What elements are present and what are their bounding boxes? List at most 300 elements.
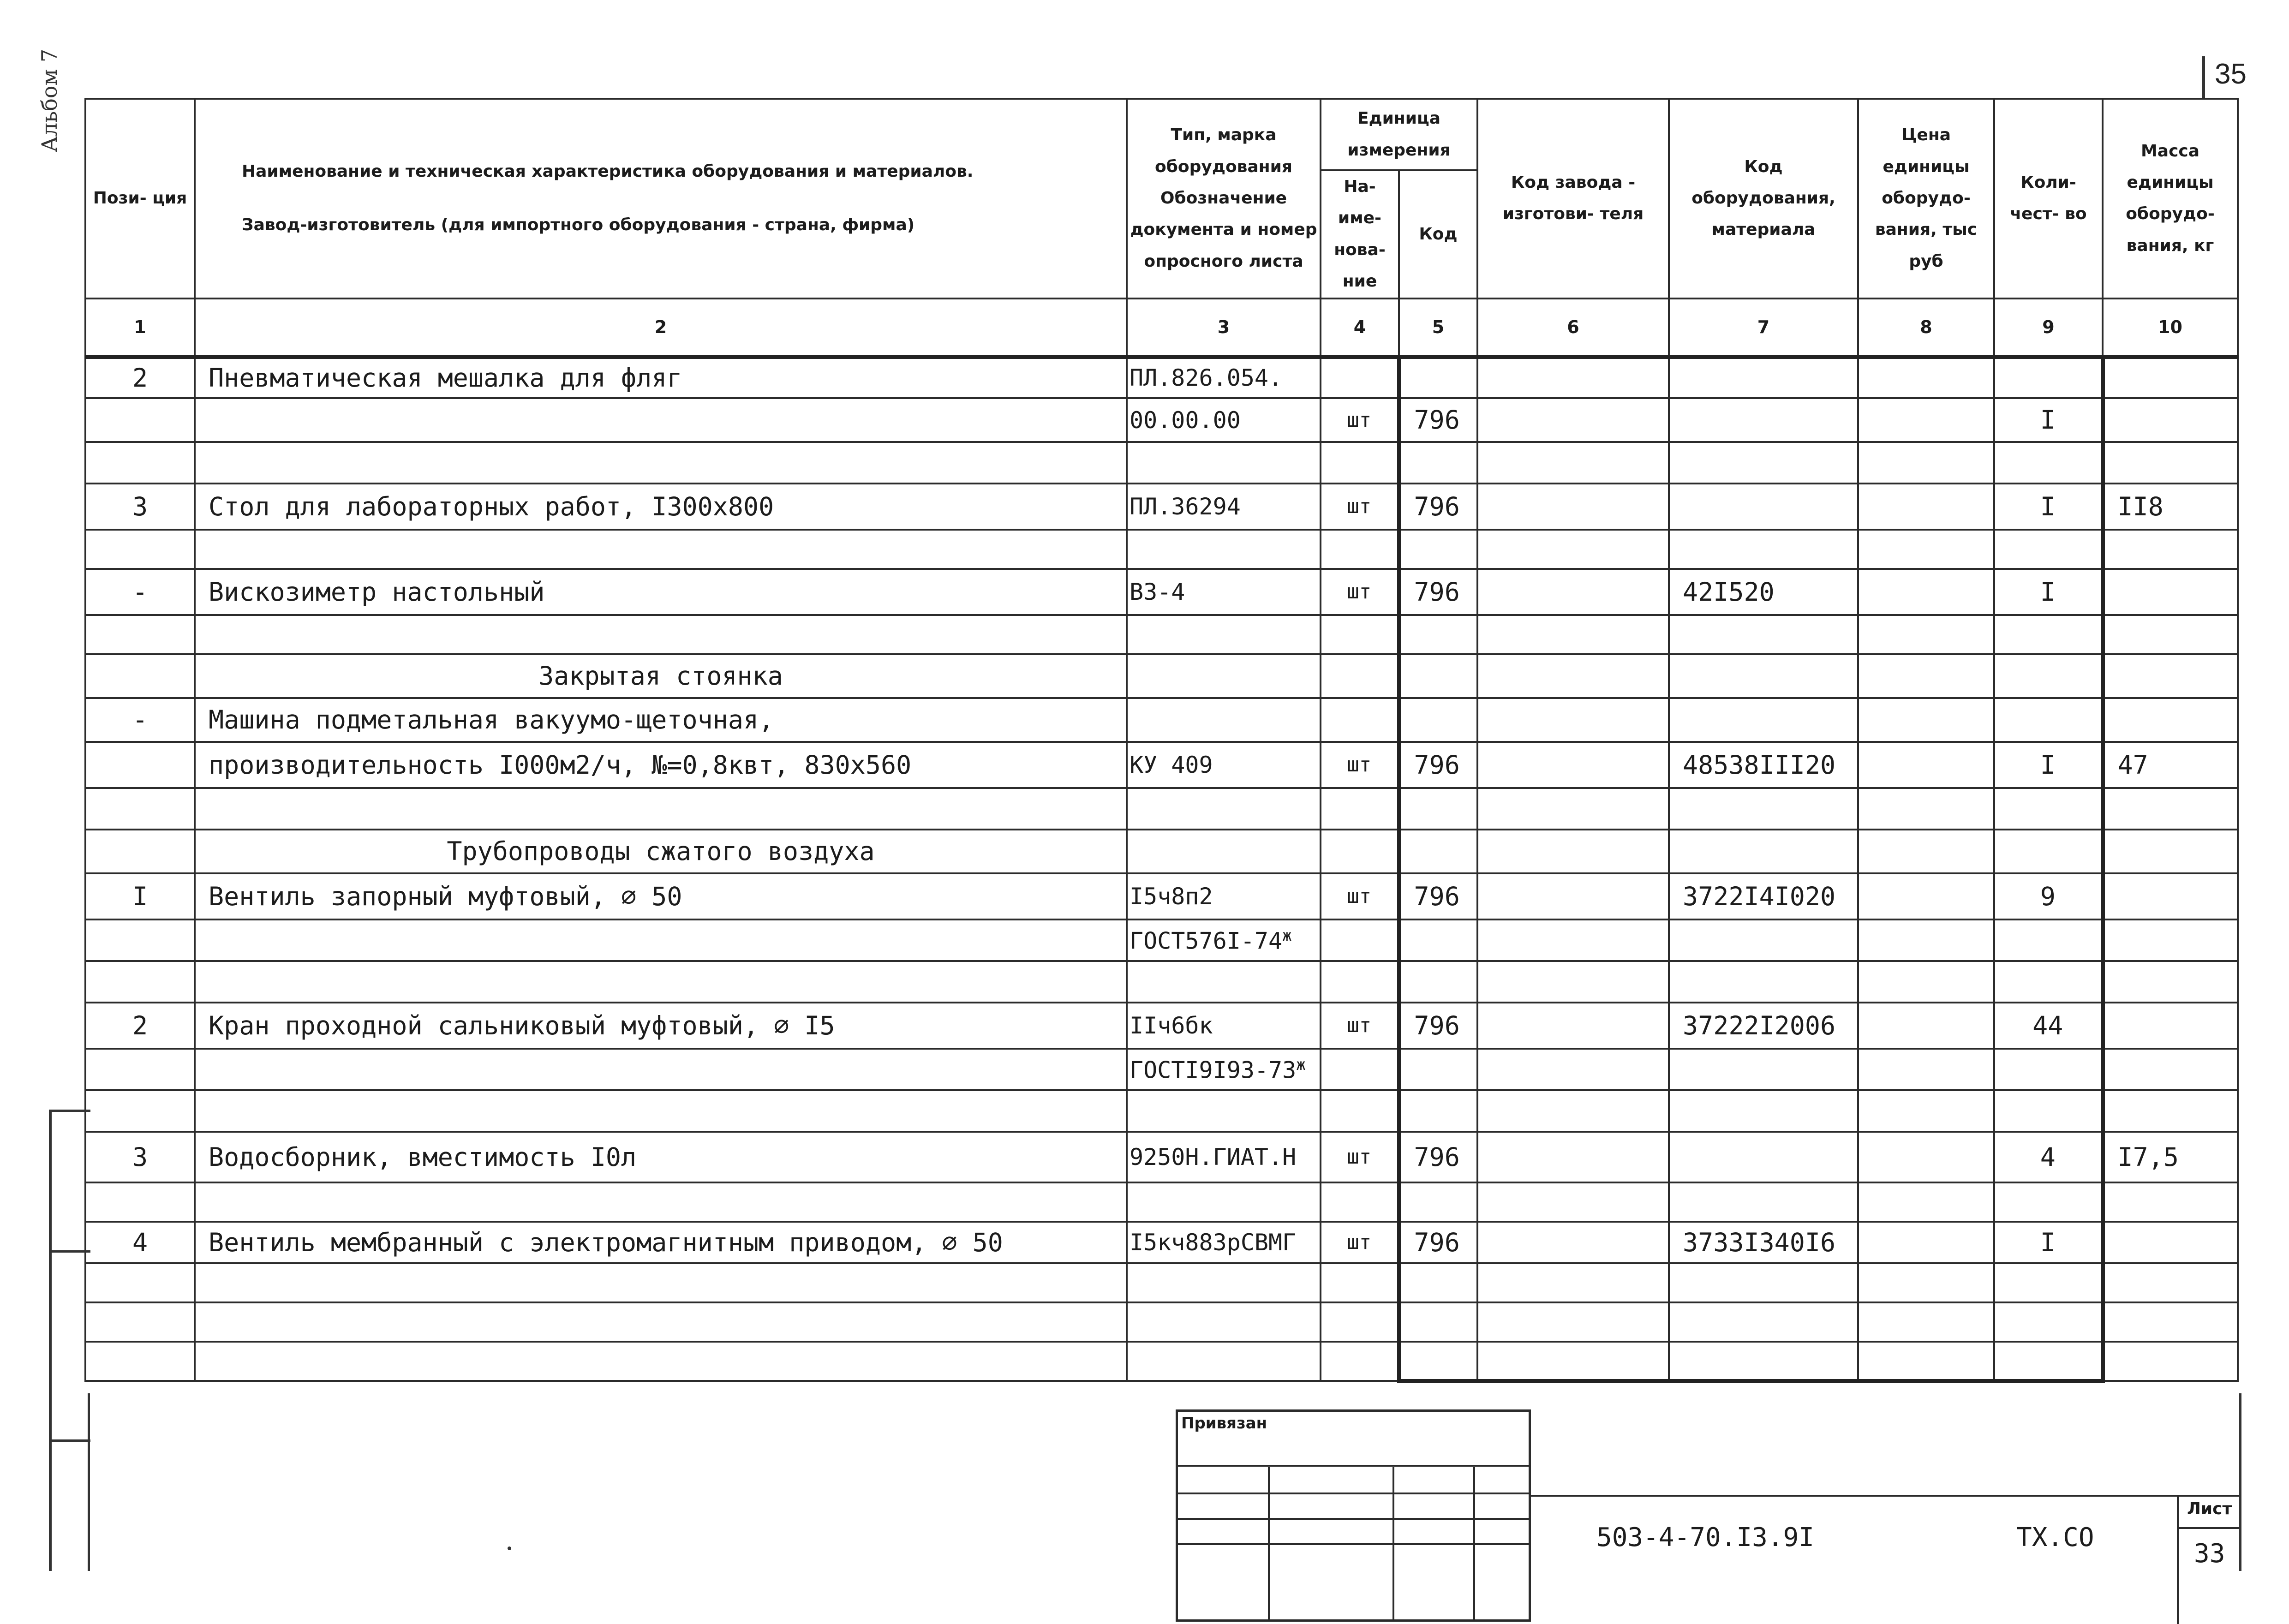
row-factory-code — [1477, 484, 1669, 530]
table-row — [85, 1090, 2238, 1132]
row-unit-code — [1399, 961, 1477, 1003]
section-heading: Трубопроводы сжатого воздуха — [195, 830, 1127, 873]
row-type: IIч6бк — [1127, 1003, 1321, 1049]
row-position — [85, 961, 195, 1003]
table-row — [85, 569, 2238, 615]
row-factory-code — [1477, 442, 1669, 484]
row-unit-code — [1399, 615, 1477, 654]
row-price — [1858, 919, 1994, 961]
row-price — [1858, 961, 1994, 1003]
row-equipment-code — [1669, 1302, 1858, 1342]
empty-cell — [1994, 654, 2103, 698]
row-unit-name — [1321, 530, 1399, 569]
sheet-number: 33 — [2194, 1539, 2225, 1569]
row-position: 3 — [85, 484, 195, 530]
row-unit-code — [1399, 698, 1477, 742]
row-mass — [2103, 1342, 2238, 1381]
row-type — [1127, 1049, 1321, 1090]
row-equipment-code — [1669, 1090, 1858, 1132]
document-number: 503-4-70.I3.9I — [1596, 1522, 1815, 1552]
table-row — [85, 698, 2238, 742]
row-factory-code — [1477, 569, 1669, 615]
row-factory-code — [1477, 1182, 1669, 1222]
empty-cell — [2103, 654, 2238, 698]
row-factory-code — [1477, 1342, 1669, 1381]
row-quantity — [1994, 357, 2103, 398]
row-equipment-code — [1669, 615, 1858, 654]
row-unit-code — [1399, 1049, 1477, 1090]
row-type — [1127, 1342, 1321, 1381]
empty-cell — [1669, 830, 1858, 873]
row-type — [1127, 1090, 1321, 1132]
row-price — [1858, 1222, 1994, 1263]
row-factory-code — [1477, 1302, 1669, 1342]
table-row — [85, 1302, 2238, 1342]
row-position — [85, 398, 195, 442]
row-factory-code — [1477, 1049, 1669, 1090]
row-unit-code: 796 — [1399, 1222, 1477, 1263]
table-row — [85, 1342, 2238, 1381]
row-unit-code — [1399, 1263, 1477, 1302]
row-type — [1127, 1302, 1321, 1342]
empty-cell — [1477, 654, 1669, 698]
row-quantity — [1994, 1263, 2103, 1302]
specification-table — [84, 98, 2239, 1383]
row-unit-name — [1321, 961, 1399, 1003]
sheet-box-line — [2177, 1527, 2239, 1529]
row-quantity — [1994, 442, 2103, 484]
row-quantity: I — [1994, 484, 2103, 530]
row-mass: 47 — [2103, 742, 2238, 788]
empty-cell — [2103, 830, 2238, 873]
row-name — [195, 615, 1127, 654]
row-mass — [2103, 698, 2238, 742]
row-equipment-code — [1669, 1182, 1858, 1222]
row-quantity — [1994, 530, 2103, 569]
empty-cell — [1669, 654, 1858, 698]
row-type: I5кч883рСВМГ — [1127, 1222, 1321, 1263]
row-mass — [2103, 919, 2238, 961]
row-position — [85, 919, 195, 961]
row-position — [85, 615, 195, 654]
empty-cell — [1858, 830, 1994, 873]
table-row — [85, 1222, 2238, 1263]
row-mass — [2103, 788, 2238, 830]
empty-cell — [1994, 830, 2103, 873]
row-unit-code — [1399, 1302, 1477, 1342]
row-mass: II8 — [2103, 484, 2238, 530]
row-factory-code — [1477, 1263, 1669, 1302]
column-number: 1 — [85, 299, 195, 357]
row-quantity — [1994, 615, 2103, 654]
row-unit-code — [1399, 1342, 1477, 1381]
table-row — [85, 442, 2238, 484]
row-mass: I7,5 — [2103, 1132, 2238, 1182]
row-unit-code: 796 — [1399, 398, 1477, 442]
row-factory-code — [1477, 788, 1669, 830]
row-equipment-code — [1669, 1263, 1858, 1302]
row-unit-name: шт — [1321, 1003, 1399, 1049]
row-price — [1858, 1182, 1994, 1222]
row-name — [195, 530, 1127, 569]
document-mark: ТХ.СО — [2016, 1522, 2094, 1552]
scan-dot — [508, 1546, 511, 1550]
binding-stamp-label: Привязан — [1181, 1414, 1267, 1433]
row-factory-code — [1477, 530, 1669, 569]
row-price — [1858, 788, 1994, 830]
table-row — [85, 919, 2238, 961]
row-unit-name: шт — [1321, 484, 1399, 530]
row-equipment-code: 3722I4I020 — [1669, 873, 1858, 919]
row-price — [1858, 615, 1994, 654]
row-factory-code — [1477, 873, 1669, 919]
row-name: Машина подметальная вакуумо-щеточная, — [195, 698, 1127, 742]
row-quantity — [1994, 1049, 2103, 1090]
row-mass — [2103, 398, 2238, 442]
row-name — [195, 1342, 1127, 1381]
row-equipment-code — [1669, 484, 1858, 530]
row-type-text: ГОСТ576I-74 — [1130, 927, 1283, 955]
row-unit-name — [1321, 1342, 1399, 1381]
row-equipment-code — [1669, 442, 1858, 484]
row-unit-name — [1321, 1090, 1399, 1132]
row-quantity: 44 — [1994, 1003, 2103, 1049]
row-factory-code — [1477, 1003, 1669, 1049]
row-mass — [2103, 1222, 2238, 1263]
row-mass — [2103, 1302, 2238, 1342]
row-name — [195, 1182, 1127, 1222]
stamp-line — [1393, 1467, 1394, 1619]
row-position — [85, 1090, 195, 1132]
row-name — [195, 398, 1127, 442]
row-quantity: I — [1994, 569, 2103, 615]
row-quantity: 9 — [1994, 873, 2103, 919]
row-position — [85, 1263, 195, 1302]
row-factory-code — [1477, 615, 1669, 654]
row-factory-code — [1477, 742, 1669, 788]
row-mass — [2103, 615, 2238, 654]
row-quantity: 4 — [1994, 1132, 2103, 1182]
row-type: ПЛ.36294 — [1127, 484, 1321, 530]
row-quantity — [1994, 961, 2103, 1003]
row-name: Вентиль запорный муфтовый, ⌀ 50 — [195, 873, 1127, 919]
row-quantity: I — [1994, 398, 2103, 442]
header-unit-group: Единица измерения — [1321, 99, 1477, 170]
header-name-gap — [242, 187, 1126, 209]
row-factory-code — [1477, 919, 1669, 961]
row-quantity — [1994, 1342, 2103, 1381]
row-unit-name — [1321, 1263, 1399, 1302]
row-unit-code — [1399, 357, 1477, 398]
table-row — [85, 961, 2238, 1003]
row-name: Стол для лабораторных работ, I300x800 — [195, 484, 1127, 530]
row-equipment-code — [1669, 919, 1858, 961]
row-name — [195, 919, 1127, 961]
row-mass — [2103, 1049, 2238, 1090]
margin-frame-line — [49, 1110, 90, 1112]
row-name: Кран проходной сальниковый муфтовый, ⌀ I5 — [195, 1003, 1127, 1049]
stamp-line — [1176, 1493, 1531, 1494]
header-position: Пози- ция — [85, 99, 195, 299]
row-type — [1127, 530, 1321, 569]
page-frame-left — [88, 1393, 90, 1571]
column-number: 7 — [1669, 299, 1858, 357]
row-unit-name — [1321, 919, 1399, 961]
empty-cell — [85, 654, 195, 698]
row-name: Вентиль мембранный с электромагнитным приводом, ⌀ 50 — [195, 1222, 1127, 1263]
row-type — [1127, 442, 1321, 484]
row-price — [1858, 1090, 1994, 1132]
empty-cell — [1399, 654, 1477, 698]
margin-frame-line — [49, 1250, 90, 1253]
row-type-text: ГОСТI9I93-73 — [1130, 1057, 1297, 1084]
row-mass — [2103, 357, 2238, 398]
row-equipment-code: 3733I340I6 — [1669, 1222, 1858, 1263]
binding-stamp — [1176, 1409, 1531, 1622]
row-position: 4 — [85, 1222, 195, 1263]
row-price — [1858, 1132, 1994, 1182]
row-position: 2 — [85, 357, 195, 398]
row-type-superscript: ж — [1296, 1056, 1306, 1075]
row-unit-code — [1399, 530, 1477, 569]
row-unit-code — [1399, 788, 1477, 830]
table-row — [85, 873, 2238, 919]
title-block-line — [1531, 1495, 2239, 1497]
row-unit-code: 796 — [1399, 742, 1477, 788]
stamp-line — [1176, 1543, 1531, 1545]
header-unit-name: На- име- нова- ние — [1321, 170, 1399, 299]
table-row — [85, 484, 2238, 530]
stamp-line — [1268, 1467, 1270, 1619]
row-price — [1858, 398, 1994, 442]
empty-cell — [1858, 654, 1994, 698]
row-mass — [2103, 569, 2238, 615]
row-factory-code — [1477, 1222, 1669, 1263]
row-unit-code — [1399, 1090, 1477, 1132]
row-equipment-code — [1669, 698, 1858, 742]
row-price — [1858, 1049, 1994, 1090]
row-price — [1858, 569, 1994, 615]
column-number: 4 — [1321, 299, 1399, 357]
row-unit-name: шт — [1321, 1132, 1399, 1182]
table-row — [85, 1132, 2238, 1182]
row-equipment-code: 42I520 — [1669, 569, 1858, 615]
row-factory-code — [1477, 961, 1669, 1003]
row-name — [195, 788, 1127, 830]
row-name: Вискозиметр настольный — [195, 569, 1127, 615]
row-unit-name: шт — [1321, 1222, 1399, 1263]
row-unit-code — [1399, 919, 1477, 961]
row-mass — [2103, 1263, 2238, 1302]
row-unit-name — [1321, 698, 1399, 742]
row-factory-code — [1477, 398, 1669, 442]
row-name — [195, 961, 1127, 1003]
row-unit-code: 796 — [1399, 1003, 1477, 1049]
column-number: 5 — [1399, 299, 1477, 357]
row-unit-name — [1321, 1302, 1399, 1342]
row-equipment-code — [1669, 961, 1858, 1003]
row-unit-name: шт — [1321, 398, 1399, 442]
row-mass — [2103, 530, 2238, 569]
header-mass: Масса единицы оборудо- вания, кг — [2103, 99, 2238, 299]
row-type: ПЛ.826.054. — [1127, 357, 1321, 398]
row-unit-name — [1321, 442, 1399, 484]
column-number: 8 — [1858, 299, 1994, 357]
column-number: 6 — [1477, 299, 1669, 357]
row-position: I — [85, 873, 195, 919]
header-price: Цена единицы оборудо- вания, тыс руб — [1858, 99, 1994, 299]
row-unit-code: 796 — [1399, 873, 1477, 919]
row-type — [1127, 1182, 1321, 1222]
margin-frame-line — [49, 1439, 90, 1442]
header-equipment-code: Код оборудования, материала — [1669, 99, 1858, 299]
header-type: Тип, марка оборудования Обозначение документа и номер опросного листа — [1127, 99, 1321, 299]
row-mass — [2103, 1003, 2238, 1049]
row-equipment-code — [1669, 1132, 1858, 1182]
row-quantity: I — [1994, 742, 2103, 788]
row-quantity — [1994, 698, 2103, 742]
row-unit-name: шт — [1321, 569, 1399, 615]
row-quantity: I — [1994, 1222, 2103, 1263]
row-mass — [2103, 873, 2238, 919]
page-number-bar — [2202, 56, 2205, 99]
row-position — [85, 1182, 195, 1222]
row-position — [85, 530, 195, 569]
table-row — [85, 357, 2238, 398]
header-unit-code: Код — [1399, 170, 1477, 299]
row-mass — [2103, 1090, 2238, 1132]
row-position: 2 — [85, 1003, 195, 1049]
row-factory-code — [1477, 1132, 1669, 1182]
row-type: КУ 409 — [1127, 742, 1321, 788]
sheet-label: Лист — [2187, 1499, 2232, 1518]
section-row — [85, 830, 2238, 873]
row-name — [195, 442, 1127, 484]
table-row — [85, 615, 2238, 654]
row-factory-code — [1477, 1090, 1669, 1132]
row-quantity — [1994, 1182, 2103, 1222]
row-name — [195, 1049, 1127, 1090]
row-type: I5ч8п2 — [1127, 873, 1321, 919]
row-position — [85, 442, 195, 484]
column-number: 10 — [2103, 299, 2238, 357]
row-type — [1127, 615, 1321, 654]
table-row — [85, 1182, 2238, 1222]
row-position — [85, 788, 195, 830]
column-number: 3 — [1127, 299, 1321, 357]
table-row — [85, 1003, 2238, 1049]
row-unit-code — [1399, 1182, 1477, 1222]
empty-cell — [1399, 830, 1477, 873]
row-unit-code — [1399, 442, 1477, 484]
row-price — [1858, 742, 1994, 788]
row-type-superscript: ж — [1282, 926, 1292, 945]
empty-cell — [1477, 830, 1669, 873]
row-name — [195, 1090, 1127, 1132]
header-name — [195, 99, 1127, 299]
row-price — [1858, 873, 1994, 919]
row-position: - — [85, 698, 195, 742]
row-name: Пневматическая мешалка для фляг — [195, 357, 1127, 398]
album-label: Альбом 7 — [37, 48, 62, 152]
row-equipment-code — [1669, 788, 1858, 830]
section-row — [85, 654, 2238, 698]
row-equipment-code — [1669, 530, 1858, 569]
table-row — [85, 788, 2238, 830]
row-type — [1127, 1263, 1321, 1302]
header-factory-code: Код завода - изготови- теля — [1477, 99, 1669, 299]
row-unit-name — [1321, 357, 1399, 398]
row-name — [195, 1302, 1127, 1342]
header-name-line2: Завод-изготовитель (для импортного оборудования - страна, фирма) — [242, 215, 915, 235]
row-price — [1858, 1342, 1994, 1381]
row-unit-name: шт — [1321, 873, 1399, 919]
row-mass — [2103, 961, 2238, 1003]
row-type — [1127, 919, 1321, 961]
row-name: Водосборник, вместимость I0л — [195, 1132, 1127, 1182]
row-quantity — [1994, 1090, 2103, 1132]
row-equipment-code: 48538III20 — [1669, 742, 1858, 788]
row-quantity — [1994, 788, 2103, 830]
row-price — [1858, 1302, 1994, 1342]
row-quantity — [1994, 919, 2103, 961]
empty-cell — [1321, 654, 1399, 698]
row-price — [1858, 442, 1994, 484]
empty-cell — [1321, 830, 1399, 873]
row-quantity — [1994, 1302, 2103, 1342]
row-position: 3 — [85, 1132, 195, 1182]
table-row — [85, 1263, 2238, 1302]
row-price — [1858, 1003, 1994, 1049]
row-factory-code — [1477, 357, 1669, 398]
row-price — [1858, 484, 1994, 530]
row-equipment-code — [1669, 357, 1858, 398]
row-price — [1858, 530, 1994, 569]
row-mass — [2103, 442, 2238, 484]
row-position — [85, 1342, 195, 1381]
row-type — [1127, 698, 1321, 742]
row-factory-code — [1477, 698, 1669, 742]
row-equipment-code — [1669, 1049, 1858, 1090]
row-price — [1858, 1263, 1994, 1302]
row-unit-name — [1321, 788, 1399, 830]
row-type: ВЗ-4 — [1127, 569, 1321, 615]
header-quantity: Коли- чест- во — [1994, 99, 2103, 299]
row-unit-name: шт — [1321, 742, 1399, 788]
column-number: 2 — [195, 299, 1127, 357]
table-row — [85, 530, 2238, 569]
row-type: 00.00.00 — [1127, 398, 1321, 442]
table-row — [85, 398, 2238, 442]
row-equipment-code: 37222I2006 — [1669, 1003, 1858, 1049]
specification-body — [85, 357, 2238, 1381]
row-unit-code: 796 — [1399, 1132, 1477, 1182]
page-number: 35 — [2215, 58, 2247, 90]
row-name: производительность I000м2/ч, №=0,8квт, 830x560 — [195, 742, 1127, 788]
row-position: - — [85, 569, 195, 615]
row-mass — [2103, 1182, 2238, 1222]
empty-cell — [1127, 654, 1321, 698]
row-type — [1127, 961, 1321, 1003]
header-number-row — [85, 299, 2238, 357]
row-position — [85, 1302, 195, 1342]
header-name-line1: Наименование и техническая характеристика оборудования и материалов. — [242, 161, 974, 181]
row-position — [85, 1049, 195, 1090]
row-unit-code: 796 — [1399, 484, 1477, 530]
row-price — [1858, 698, 1994, 742]
empty-cell — [1127, 830, 1321, 873]
table-row — [85, 1049, 2238, 1090]
